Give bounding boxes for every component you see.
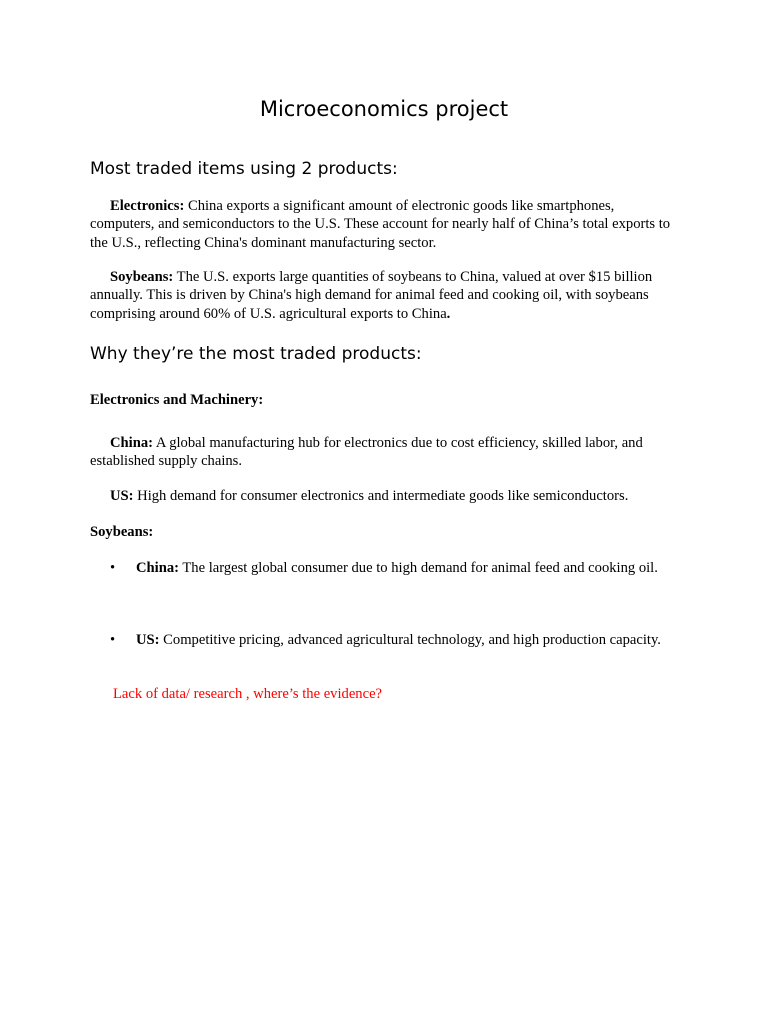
page-title: Microeconomics project	[259, 97, 509, 121]
label-us: US:	[110, 488, 134, 504]
section-heading-why-traded: Why they’re the most traded products:	[90, 344, 422, 364]
paragraph-soybeans	[90, 268, 680, 323]
text-us: High demand for consumer electronics and intermediate goods like semiconductors.	[133, 488, 629, 504]
label-soybeans: Soybeans:	[110, 269, 174, 285]
label-electronics: Electronics:	[110, 198, 185, 214]
paragraph-china-electronics	[90, 434, 680, 471]
label-china: China:	[110, 435, 153, 451]
list-item-china-soybeans	[110, 559, 684, 577]
paragraph-electronics	[90, 197, 680, 252]
text-china: A global manufacturing hub for electronics due to cost efficiency, skilled labor, and established supply chains.	[90, 435, 643, 470]
list-item-us-soybeans	[110, 631, 684, 649]
review-comment: Lack of data/ research , where’s the evidence?	[113, 686, 383, 702]
soybeans-period: .	[446, 305, 451, 322]
bullet-label-china: China:	[136, 560, 179, 576]
text-electronics: China exports a significant amount of electronic goods like smartphones, computers, and semiconductors to the U.S. These account for nearly half of China’s total exports to the U.S., reflecting China's dominant manufacturing sector.	[90, 198, 671, 251]
subheading-electronics-machinery: Electronics and Machinery:	[90, 392, 264, 408]
bullet-label-us: US:	[136, 632, 160, 648]
bullet-text-us: Competitive pricing, advanced agricultural technology, and high production capacity.	[159, 632, 661, 648]
section-heading-most-traded: Most traded items using 2 products:	[90, 159, 398, 179]
bullet-text-china: The largest global consumer due to high demand for animal feed and cooking oil.	[178, 560, 658, 576]
bullet-icon: •	[110, 632, 116, 648]
paragraph-us-electronics	[90, 487, 680, 505]
subheading-soybeans: Soybeans:	[90, 524, 154, 540]
bullet-icon: •	[110, 560, 116, 576]
text-soybeans: The U.S. exports large quantities of soybeans to China, valued at over $15 billion annually. This is driven by China's high demand for animal feed and cooking oil, with soybeans comprising around 60% of U.S. agricultural exports to China	[90, 269, 653, 322]
